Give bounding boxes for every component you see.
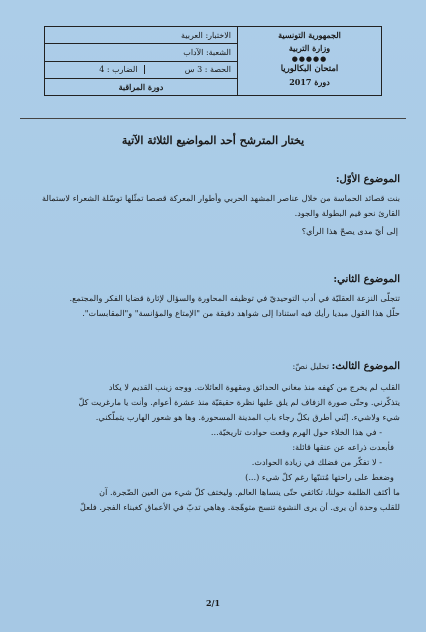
- main-title: يختار المترشح أحد المواضيع الثلاثة الآتية: [121, 134, 305, 147]
- exam-label: امتحان البكالوريا: [280, 64, 339, 74]
- divider-top: [20, 118, 406, 119]
- topic1-line2: القارئ نحو قيم البطولة والجود.: [294, 208, 400, 218]
- page-number: 2/1: [205, 598, 221, 608]
- topic1-line1: بنت قصائد الحماسة من خلال عناصر المشهد الحربي وأطوار المعركة قصصا تمثّلها توسّلة الشعراء لاستمالة: [41, 193, 400, 203]
- session-type-label: دورة المراقبة: [118, 81, 164, 92]
- topic2-line2: حلّل هذا القول مبديا رأيك فيه استنادا إلى شواهد دقيقة من "الإمتاع والمؤانسة" و"المقابسات".: [82, 308, 400, 318]
- topic1-line3: إلى أيّ مدى يصحّ هذا الرأي؟: [301, 226, 398, 236]
- topic3-line: القلب لم يخرج من كهفه منذ مغاني الحدائق ومقهوة العائلات. ووجه زينب القديم لا يكاد: [108, 382, 400, 392]
- topic3-line: شيء ولاشيء. إنّني أطرق بكلّ رجاء باب المدينة المسحورة. وها هو شعور الهارب يتملّكني.: [95, 412, 400, 422]
- topic2-block: [26, 274, 400, 321]
- exam-header: [44, 26, 382, 96]
- branch-label: الشعبة: الآداب: [183, 47, 231, 57]
- topic1-block: [26, 174, 400, 239]
- topic3-line: - في هذا الخلاء حول الهرم وقعت حوادث تاريخيّة...: [210, 427, 382, 437]
- topic3-task: تحليل نصّ:: [292, 361, 332, 371]
- topic2-heading: الموضوع الثاني:: [333, 274, 400, 285]
- ministry-label: وزارة التربية: [288, 42, 331, 53]
- topic1-heading: الموضوع الأوّل:: [335, 174, 400, 185]
- exam-info-table: [45, 27, 237, 95]
- topic3-line: فأبعدت ذراعه عن عنقها قائلة:: [292, 442, 394, 452]
- duration-label: الحصة : 3 س: [184, 65, 231, 75]
- topic3-line: يتذكّرني. وحتّى صورة الزفاف لم يلق عليها نظرة حقيقيّة منذ عشرة أعوام. وأنت يا مارغريت كلّ: [78, 397, 400, 407]
- topic2-line1: تتجلّى النزعة العقليّة في أدب التوحيديّ في توظيفه المحاورة والسؤال لإثارة قضايا الفكر والمجتمع.: [69, 293, 400, 303]
- session-label: دورة 2017: [289, 76, 330, 87]
- topic3-heading: الموضوع الثالث:: [331, 361, 400, 372]
- subject-label: الاختبار: العربية: [181, 30, 231, 40]
- coefficient-label: الضارب : 4: [51, 65, 145, 74]
- republic-label: الجمهورية التونسية: [278, 30, 341, 40]
- topic3-line: للقلب وحدة أن يرى. أن يرى النشوة تنسج متوهّجة. وهاهي تدبّ في الأعماق كغبناء الفجر. فلعلّ: [80, 502, 400, 512]
- stars-decoration: ●●●●●: [291, 54, 328, 63]
- topic3-text: [26, 380, 400, 515]
- topic3-line: - لا تفكّر من فضلك في زيادة الحوادث.: [251, 457, 382, 467]
- topic3-line: وضغط على راحتها مُتنبّها رغم كلّ شيء (...): [245, 472, 394, 482]
- topic3-block: [26, 354, 400, 515]
- topic3-line: ما أكثف الظلمة حولنا، تكاثفي حتّى ينساها العالم. وليختف كلّ شيء من العين الضّجرة. آن: [99, 487, 400, 497]
- ministry-block: [237, 27, 381, 95]
